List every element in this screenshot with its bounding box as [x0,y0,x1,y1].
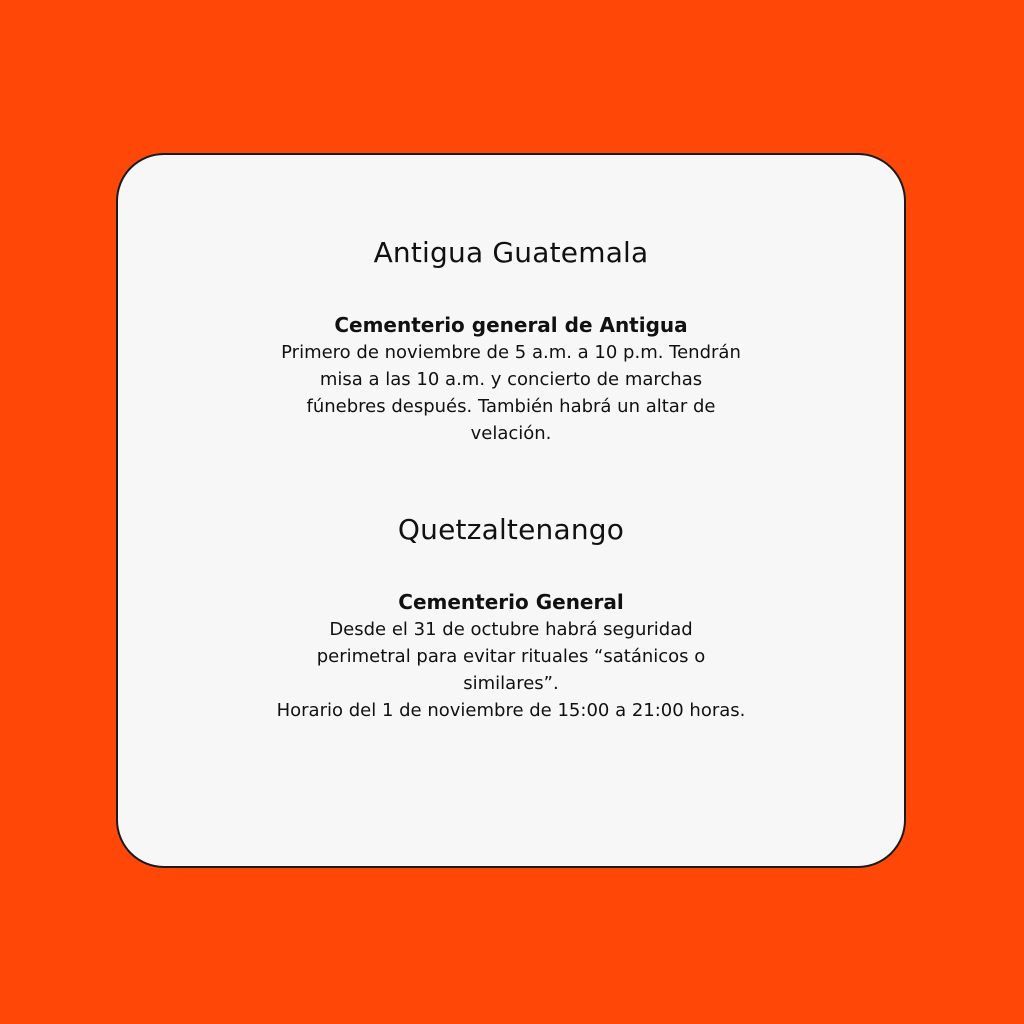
info-card [116,153,906,868]
city-title: Quetzaltenango [397,513,625,546]
section-antigua [118,235,904,447]
place-description [231,616,791,724]
description-line: Primero de noviembre de 5 a.m. a 10 p.m. Tendrán [281,342,741,363]
section-quetzaltenango [118,512,904,724]
description-line: misa a las 10 a.m. y concierto de marchas [319,369,703,390]
place-title: Cementerio general de Antigua [334,313,688,337]
description-line: velación. [470,423,552,444]
description-line: fúnebres después. También habrá un altar de [306,396,716,417]
place-title: Cementerio General [398,590,624,614]
description-line: similares”. [463,673,559,694]
description-line: Horario del 1 de noviembre de 15:00 a 21:00 horas. [276,700,746,721]
place-description [251,339,771,447]
description-line: Desde el 31 de octubre habrá seguridad [329,619,693,640]
description-line: perimetral para evitar rituales “satánicos o [316,646,706,667]
city-title: Antigua Guatemala [373,236,649,269]
